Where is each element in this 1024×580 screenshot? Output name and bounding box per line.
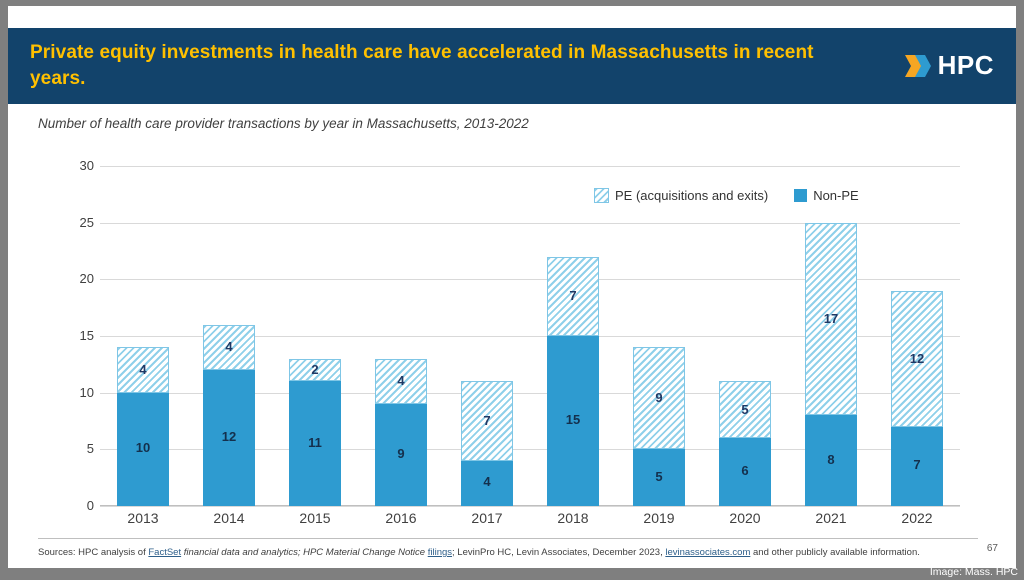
x-tick-label: 2022 bbox=[901, 510, 933, 526]
bar-value-label-pe: 4 bbox=[225, 339, 233, 355]
hpc-logo bbox=[901, 50, 994, 81]
bar-value-label-pe: 4 bbox=[139, 362, 147, 377]
bar-segment-pe[interactable] bbox=[461, 381, 513, 460]
bar-segment-nonpe[interactable] bbox=[461, 461, 513, 506]
y-tick-label: 5 bbox=[86, 441, 94, 457]
source-link-levinassociates[interactable]: levinassociates.com bbox=[665, 547, 751, 558]
bar-group[interactable] bbox=[186, 166, 272, 506]
bar-segment-nonpe[interactable] bbox=[289, 381, 341, 506]
bar-segment-nonpe[interactable] bbox=[547, 336, 599, 506]
bar-value-label-nonpe: 11 bbox=[308, 434, 322, 450]
bar-value-label-nonpe: 10 bbox=[135, 440, 151, 456]
bar-value-label-nonpe: 15 bbox=[565, 412, 581, 427]
bar-value-label-pe: 12 bbox=[909, 350, 925, 366]
bar-value-label-pe: 7 bbox=[569, 288, 577, 304]
bar-group[interactable] bbox=[702, 166, 788, 506]
bar-segment-pe[interactable] bbox=[203, 325, 255, 370]
chart bbox=[34, 150, 964, 525]
image-credit: Image: Mass. HPC bbox=[929, 566, 1018, 578]
x-tick-label: 2020 bbox=[729, 510, 761, 526]
bar-segment-nonpe[interactable] bbox=[805, 415, 857, 506]
x-tick-label: 2015 bbox=[299, 510, 331, 526]
bar-group[interactable] bbox=[100, 166, 186, 506]
bar-segment-pe[interactable] bbox=[289, 359, 341, 382]
bar-value-label-pe: 4 bbox=[397, 373, 405, 389]
bar-segment-nonpe[interactable] bbox=[891, 427, 943, 506]
y-tick-label: 20 bbox=[79, 271, 94, 287]
chart-subtitle: Number of health care provider transactions by year in Massachusetts, 2013-2022 bbox=[38, 116, 529, 131]
bar-segment-pe[interactable] bbox=[805, 223, 857, 416]
plot-area bbox=[79, 158, 960, 513]
x-tick-label: 2013 bbox=[127, 510, 159, 526]
bar-segment-nonpe[interactable] bbox=[633, 449, 685, 506]
hpc-logo-text: HPC bbox=[937, 50, 994, 80]
bar-segment-nonpe[interactable] bbox=[117, 393, 169, 506]
hpc-logo-icon bbox=[901, 51, 931, 81]
x-tick-label: 2016 bbox=[385, 510, 417, 526]
bar-segment-nonpe[interactable] bbox=[375, 404, 427, 506]
bar-value-label-nonpe: 7 bbox=[913, 457, 921, 473]
slide-header bbox=[8, 28, 1016, 104]
bar-group[interactable] bbox=[788, 166, 874, 506]
legend-label-pe: PE (acquisitions and exits) bbox=[615, 188, 769, 203]
bar-value-label-nonpe: 4 bbox=[483, 474, 491, 490]
y-tick-label: 15 bbox=[79, 328, 94, 343]
bar-segment-nonpe[interactable] bbox=[203, 370, 255, 506]
bar-value-label-nonpe: 12 bbox=[221, 429, 237, 444]
source-link-filings[interactable]: filings bbox=[427, 547, 453, 558]
bar-value-label-nonpe: 6 bbox=[741, 463, 749, 478]
bar-group[interactable] bbox=[616, 166, 702, 506]
bar-segment-pe[interactable] bbox=[891, 291, 943, 427]
y-tick-label: 0 bbox=[86, 498, 94, 513]
sources-prefix: Sources: HPC analysis of bbox=[38, 547, 149, 558]
bar-value-label-pe: 9 bbox=[655, 390, 663, 406]
bar-group[interactable] bbox=[444, 166, 530, 506]
sources-mid-2: ; LevinPro HC, Levin Associates, December 2023, bbox=[452, 547, 666, 558]
bar-series bbox=[100, 166, 960, 506]
x-tick-label: 2014 bbox=[213, 510, 245, 526]
x-tick-label: 2018 bbox=[557, 510, 589, 526]
y-tick-label: 10 bbox=[79, 384, 94, 400]
x-tick-label: 2017 bbox=[471, 510, 503, 526]
x-tick-label: 2021 bbox=[815, 510, 847, 526]
y-tick-label: 25 bbox=[79, 214, 94, 230]
x-tick-label: 2019 bbox=[643, 510, 675, 526]
page-title: Private equity investments in health care have accelerated in Massachusetts in recent years. bbox=[30, 42, 814, 89]
bar-value-label-pe: 17 bbox=[823, 311, 839, 327]
gridline bbox=[100, 506, 960, 507]
bar-value-label-pe: 5 bbox=[741, 401, 749, 417]
sources-suffix: and other publicly available information. bbox=[750, 547, 920, 558]
bar-value-label-pe: 7 bbox=[483, 413, 491, 428]
bar-value-label-nonpe: 8 bbox=[827, 451, 835, 467]
bar-group[interactable] bbox=[874, 166, 960, 506]
bar-group[interactable] bbox=[358, 166, 444, 506]
bar-value-label-nonpe: 9 bbox=[397, 446, 405, 461]
bar-segment-pe[interactable] bbox=[375, 359, 427, 404]
bar-segment-pe[interactable] bbox=[117, 347, 169, 392]
y-tick-label: 30 bbox=[79, 158, 94, 173]
sources-note bbox=[38, 546, 928, 559]
bar-segment-pe[interactable] bbox=[547, 257, 599, 336]
source-link-factset[interactable]: FactSet bbox=[148, 547, 182, 558]
legend-label-nonpe: Non-PE bbox=[813, 188, 859, 203]
page-number: 67 bbox=[986, 543, 998, 554]
bar-value-label-nonpe: 5 bbox=[655, 468, 663, 484]
bar-segment-pe[interactable] bbox=[633, 347, 685, 449]
bar-group[interactable] bbox=[530, 166, 616, 506]
bar-segment-nonpe[interactable] bbox=[719, 438, 771, 506]
bar-value-label-pe: 2 bbox=[311, 362, 319, 378]
sources-mid-1: financial data and analytics; HPC Material Change Notice bbox=[181, 547, 428, 558]
bar-group[interactable] bbox=[272, 166, 358, 506]
bar-segment-pe[interactable] bbox=[719, 381, 771, 438]
x-axis-labels bbox=[100, 510, 960, 526]
footer-divider bbox=[38, 538, 978, 539]
